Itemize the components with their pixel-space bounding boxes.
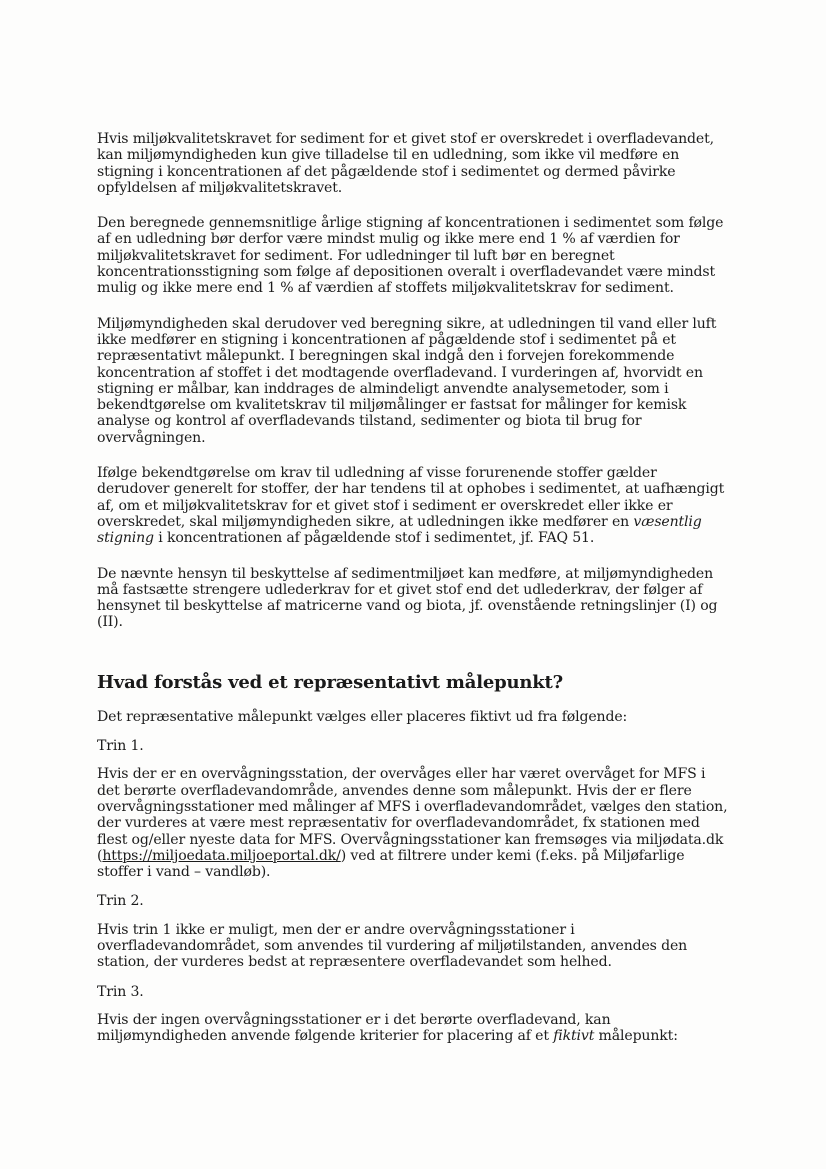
paragraph-stricter-requirements: De nævnte hensyn til beskyttelse af sedimentmiljøet kan medføre, at miljømyndigheden må fastsætte strengere udlederkrav for et givet stof end det udlederkrav, der følger af hensynet til beskyttelse af matricerne vand og biota, jf. ovenstående retningslinjer (I) og (II). xyxy=(97,565,718,631)
paragraph-annual-increase: Den beregnede gennemsnitlige årlige stigning af koncentrationen i sedimentet som følge af en udledning bør derfor være mindst mulig og ikke mere end 1 % af værdien for miljøkvalitetskravet for sediment. For udledninger til luft bør en beregnet koncentrationsstigning som følge af depositionen overalt i overfladevandet være mindst mulig og ikke mere end 1 % af værdien af stoffets miljøkvalitetskrav for sediment. xyxy=(97,215,724,297)
paragraph-sediment-requirement: Hvis miljøkvalitetskravet for sediment for et givet stof er overskredet i overfladevandet, kan miljømyndigheden kun give tilladelse til en udledning, som ikke vil medføre en stigning i koncentrationen af det pågældende stof i sedimentet og dermed påvirke opfyldelsen af miljøkvalitetskravet. xyxy=(97,131,714,196)
paragraph-executive-order xyxy=(97,465,729,546)
document-body xyxy=(97,131,729,1057)
step-3-text-start: Hvis der ingen overvågningsstationer er i det berørte overfladevand, kan miljømyndigheden anvende følgende kriterier for placering af et xyxy=(97,1011,611,1045)
step-1-text xyxy=(97,766,729,880)
step-1-text-start: Hvis der er en overvågningsstation, der overvåges eller har været overvåget for MFS i det berørte overfladevandområde, anvendes denne som målepunkt. Hvis der er flere overvågningsstationer med målinger af MFS i overfladevandområdet, vælges den station, der vurderes at være mest repræsentativ for overfladevandområdet, fx stationen med flest og/eller nyeste data for MFS. Overvågningsstationer kan fremsøges via miljødata.dk ( xyxy=(97,766,728,864)
step-2-label: Trin 2. xyxy=(97,893,144,910)
emphasis-fictive: fiktivt xyxy=(553,1028,595,1045)
step-1-label: Trin 1. xyxy=(97,738,144,755)
paragraph-calculation: Miljømyndigheden skal derudover ved beregning sikre, at udledningen til vand eller luft ikke medfører en stigning i koncentrationen af pågældende stof i sedimentet på et repræsentativt målepunkt. I beregningen skal indgå den i forvejen forekommende koncentration af stoffet i det modtagende overfladevand. I vurderingen af, hvorvidt en stigning er målbar, kan inddrages de almindeligt anvendte analysemetoder, som i bekendtgørelse om kvalitetskrav til miljømålinger er fastsat for målinger for kemisk analyse og kontrol af overfladevands tilstand, sedimenter og biota til brug for overvågningen. xyxy=(97,315,717,446)
step-3-text xyxy=(97,1012,729,1045)
step-2-text: Hvis trin 1 ikke er muligt, men der er andre overvågningsstationer i overfladevandområdet, som anvendes til vurdering af miljøtilstanden, anvendes den station, der vurderes bedst at repræsentere overfladevandet som helhed. xyxy=(97,921,688,971)
step-1-text-end: ) ved at filtrere under kemi (f.eks. på Miljøfarlige stoffer i vand – vandløb). xyxy=(97,847,685,881)
emphasis-significant-increase: væsentlig stigning xyxy=(97,513,702,547)
section-intro: Det repræsentative målepunkt vælges eller placeres fiktivt ud fra følgende: xyxy=(97,708,628,725)
miljoedata-link[interactable]: https://miljoedata.miljoeportal.dk/ xyxy=(102,847,341,864)
step-3-text-end: målepunkt: xyxy=(594,1028,678,1045)
paragraph-executive-order-tail: i koncentrationen af pågældende stof i sedimentet, jf. FAQ 51. xyxy=(153,530,595,547)
step-3-label: Trin 3. xyxy=(97,983,144,1000)
paragraph-executive-order-text: Ifølge bekendtgørelse om krav til udledning af visse forurenende stoffer gælder derudover generelt for stoffer, der har tendens til at ophobes i sedimentet, at uafhængigt af, om et miljøkvalitetskrav for et givet stof i sediment er overskredet eller ikke er overskredet, skal miljømyndigheden sikre, at udledningen ikke medfører en xyxy=(97,465,725,530)
section-heading: Hvad forstås ved et repræsentativt målepunkt? xyxy=(97,671,564,693)
